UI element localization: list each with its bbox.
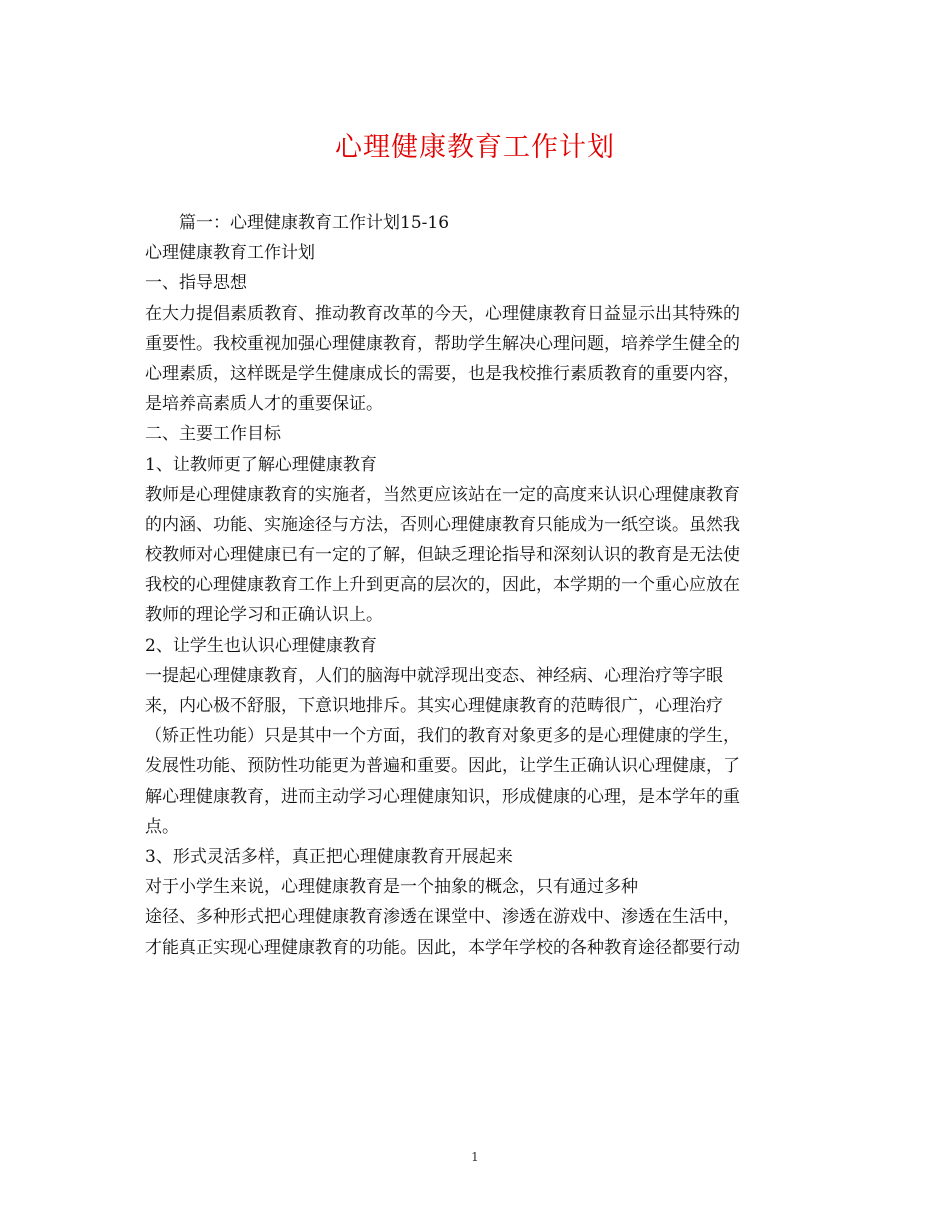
document-title: 心理健康教育工作计划 [335, 132, 615, 163]
paragraph-line: 途径、多种形式把心理健康教育渗透在课堂中、渗透在游戏中、渗透在生活中， [145, 907, 740, 928]
paragraph-line: 重要性。我校重视加强心理健康教育，帮助学生解决心理问题，培养学生健全的 [145, 333, 740, 354]
paragraph-line: 校教师对心理健康已有一定的了解，但缺乏理论指导和深刻认识的教育是无法使 [145, 545, 740, 566]
paragraph-line: （矫正性功能）只是其中一个方面，我们的教育对象更多的是心理健康的学生， [145, 726, 740, 747]
chapter-heading: 篇一：心理健康教育工作计划15-16 [179, 213, 450, 233]
paragraph-line: 心理素质，这样既是学生健康成长的需要，也是我校推行素质教育的重要内容， [145, 363, 740, 384]
section-heading: 一、指导思想 [145, 273, 247, 294]
subsection-heading: 3、形式灵活多样，真正把心理健康教育开展起来 [145, 846, 513, 867]
section-heading: 二、主要工作目标 [145, 424, 281, 445]
subsection-heading: 2、让学生也认识心理健康教育 [145, 635, 377, 656]
paragraph-line: 对于小学生来说，心理健康教育是一个抽象的概念，只有通过多种 [145, 877, 638, 898]
paragraph-line: 教师是心理健康教育的实施者，当然更应该站在一定的高度来认识心理健康教育 [145, 484, 740, 505]
paragraph-line: 才能真正实现心理健康教育的功能。因此，本学年学校的各种教育途径都要行动 [145, 937, 740, 958]
paragraph-line: 是培养高素质人才的重要保证。 [145, 394, 383, 415]
paragraph-line: 解心理健康教育，进而主动学习心理健康知识，形成健康的心理，是本学年的重 [145, 786, 740, 807]
paragraph-line: 的内涵、功能、实施途径与方法，否则心理健康教育只能成为一纸空谈。虽然我 [145, 514, 740, 535]
paragraph-line: 我校的心理健康教育工作上升到更高的层次的，因此，本学期的一个重心应放在 [145, 575, 740, 596]
paragraph-line: 发展性功能、预防性功能更为普遍和重要。因此，让学生正确认识心理健康，了 [145, 756, 740, 777]
document-body [145, 208, 805, 963]
plan-heading: 心理健康教育工作计划 [145, 243, 315, 264]
paragraph-line: 一提起心理健康教育，人们的脑海中就浮现出变态、神经病、心理治疗等字眼 [145, 665, 723, 686]
paragraph-line: 点。 [145, 816, 179, 837]
paragraph-line: 教师的理论学习和正确认识上。 [145, 605, 383, 626]
subsection-heading: 1、让教师更了解心理健康教育 [145, 454, 377, 475]
page-number: 1 [471, 1150, 479, 1164]
paragraph-line: 在大力提倡素质教育、推动教育改革的今天，心理健康教育日益显示出其特殊的 [145, 303, 740, 324]
paragraph-line: 来，内心极不舒服，下意识地排斥。其实心理健康教育的范畴很广，心理治疗 [145, 696, 723, 716]
